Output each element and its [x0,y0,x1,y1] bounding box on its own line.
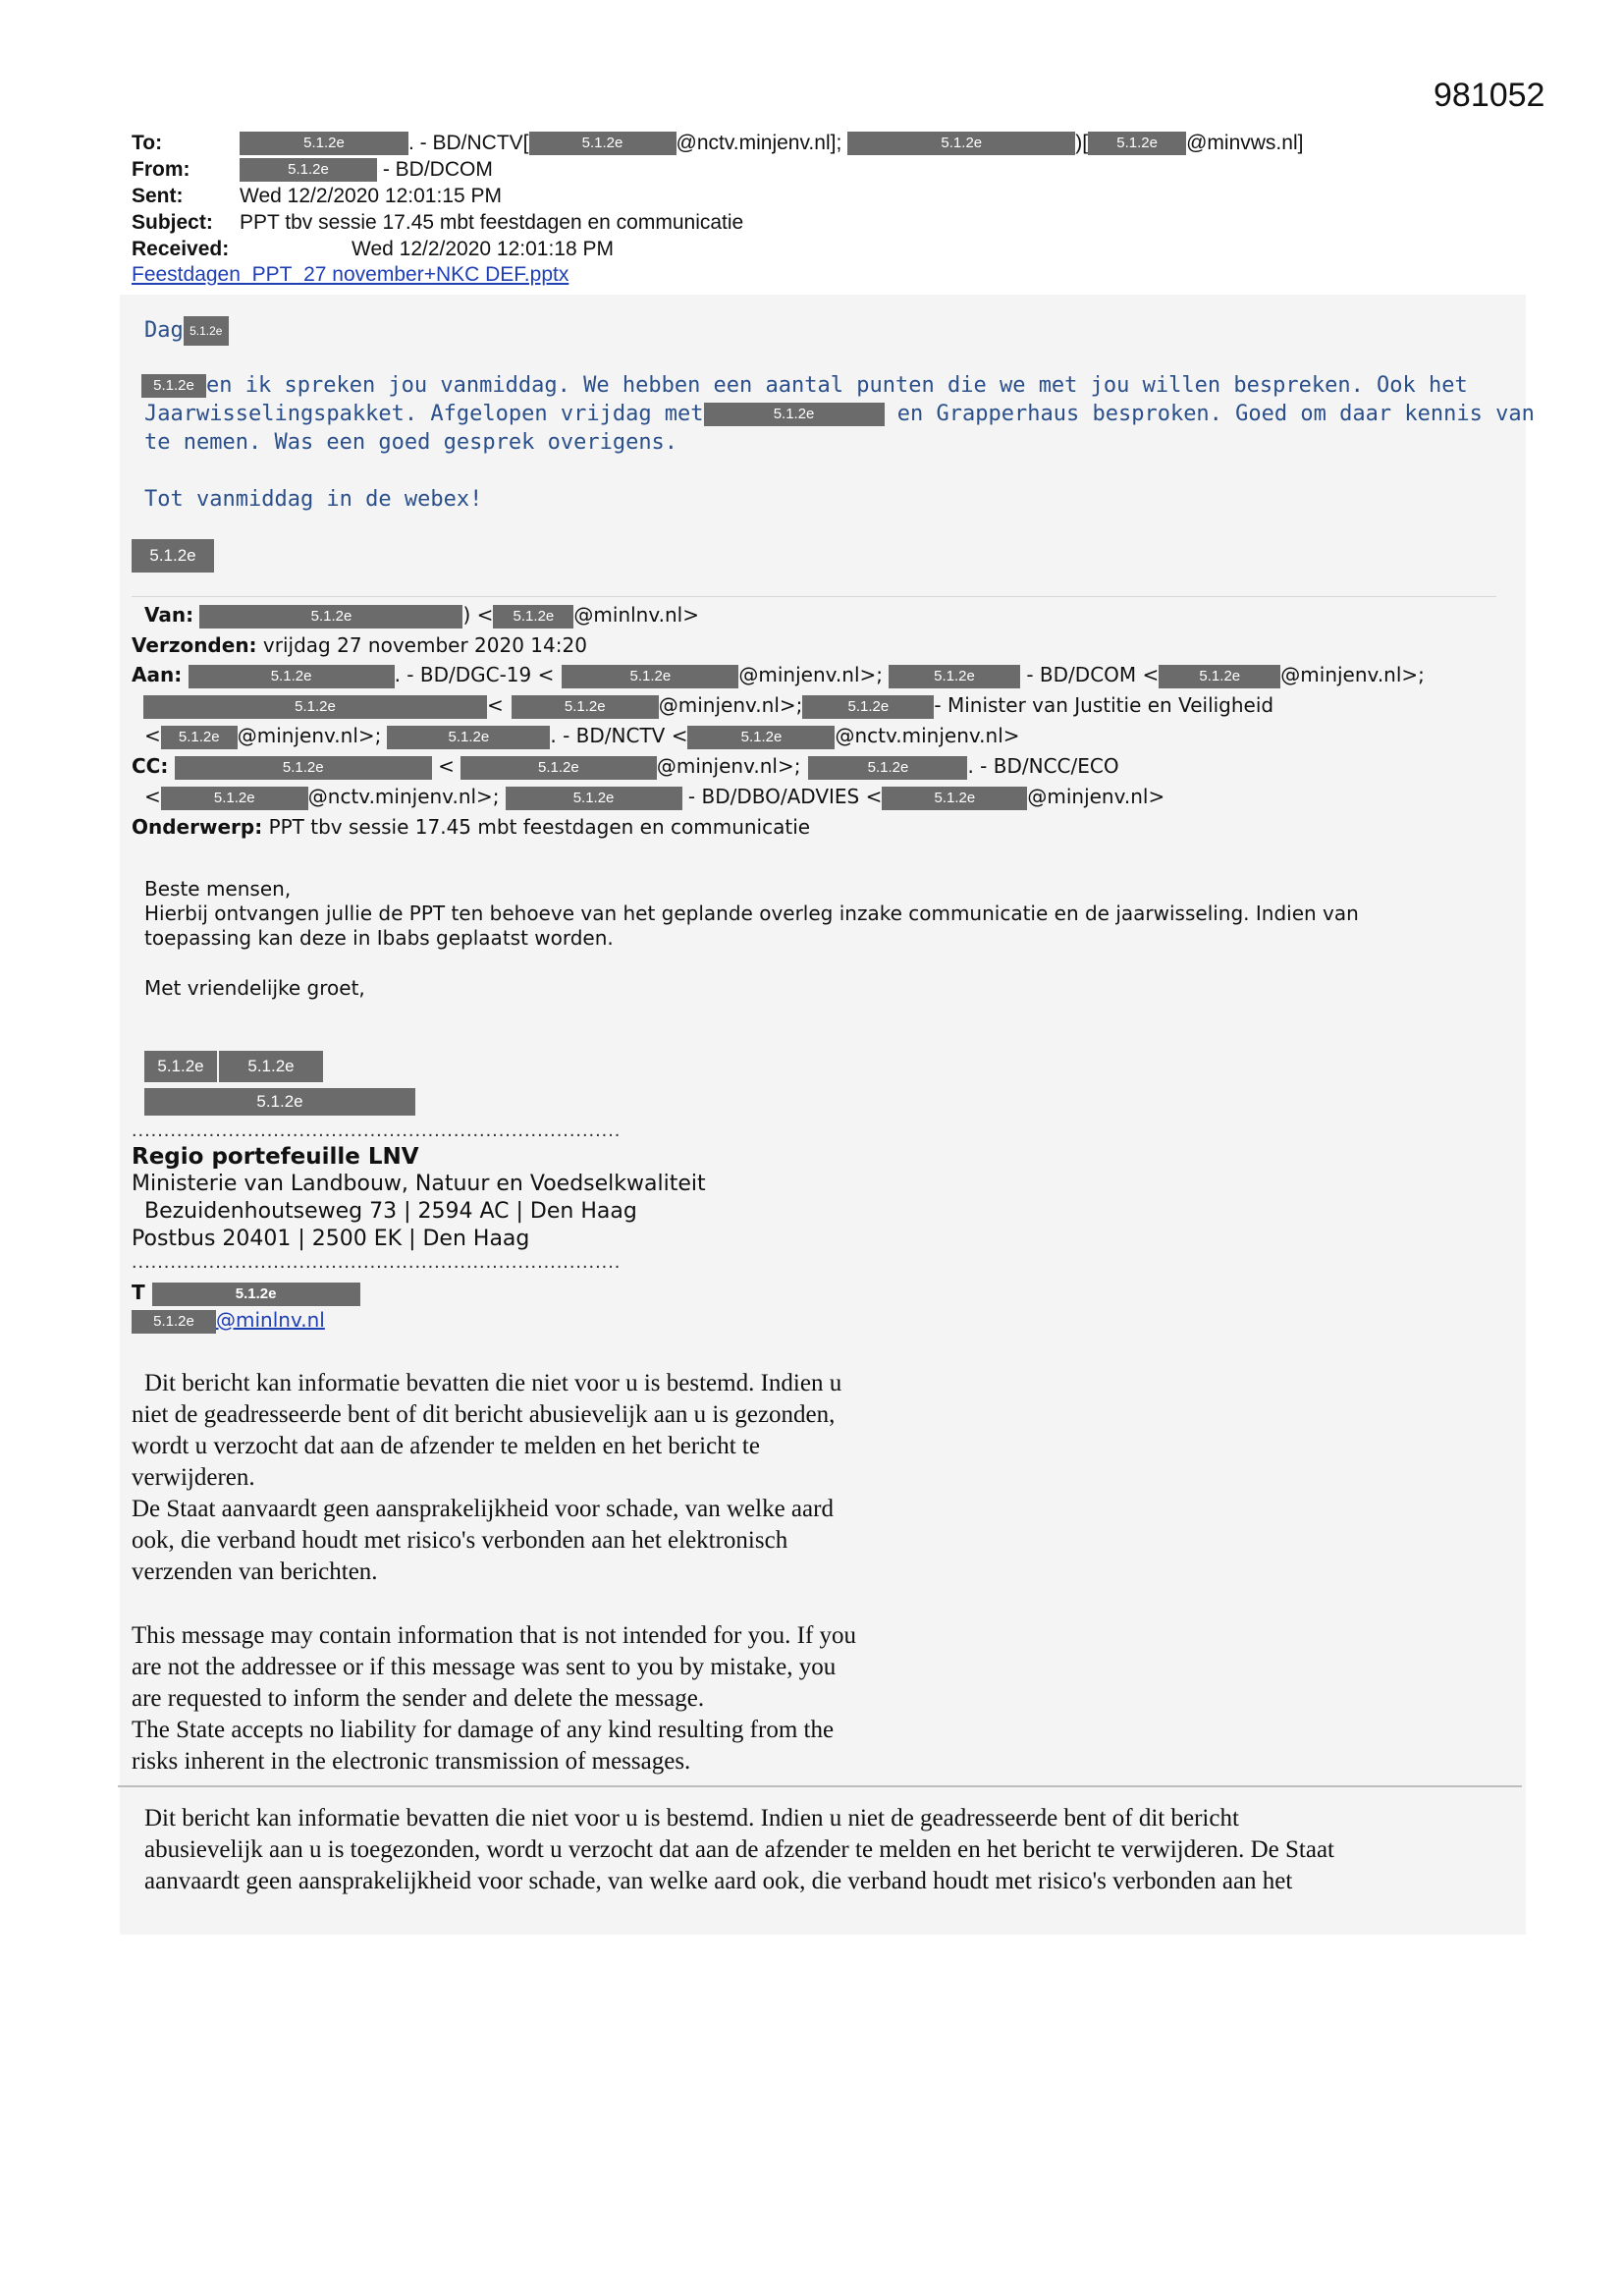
aan-text: - BD/DCOM < [1026,663,1160,686]
received-label: Received: [132,238,230,260]
fwd-verzonden-row [132,630,587,661]
to-label: To: [132,132,163,154]
disclaimer-en-line-2: are not the addressee or if this message was sent to you by mistake, you [132,1654,837,1680]
aan-text: < [487,693,504,717]
attachment-link[interactable]: Feestdagen_PPT_27 november+NKC DEF.pptx [132,263,569,286]
message-line-2: toepassing kan deze in Ibabs geplaatst worden. [144,926,614,950]
redaction: 5.1.2e [808,756,967,780]
header-sent-row [132,183,502,209]
redaction: 5.1.2e [1088,132,1186,155]
redaction: 5.1.2e [529,132,677,155]
fwd-van-row [144,600,699,630]
redaction: 5.1.2e [802,695,934,719]
greeting-text: Dag [144,318,184,343]
to-text: )[ [1075,132,1089,154]
disclaimer-nl-line-5: De Staat aanvaardt geen aansprakelijkheid voor schade, van welke aard [132,1496,834,1522]
van-text: ) < [462,603,494,627]
signature-address: Bezuidenhoutseweg 73 | 2594 AC | Den Haag [144,1199,637,1224]
header-from-row [132,156,493,183]
from-text: - BD/DCOM [382,158,493,181]
disclaimer-nl-line-4: verwijderen. [132,1464,255,1491]
aan-text: @minjenv.nl>; [237,724,382,747]
sent-value: Wed 12/2/2020 12:01:15 PM [240,185,502,207]
header-received-row [132,236,614,262]
disclaimer-nl-line-1: Dit bericht kan informatie bevatten die niet voor u is bestemd. Indien u [144,1370,842,1396]
disclaimer-en-line-4: The State accepts no liability for damage of any kind resulting from the [132,1717,835,1743]
signature-email-row[interactable] [132,1306,325,1334]
van-text: @minlnv.nl> [573,603,699,627]
redaction: 5.1.2e [882,787,1027,810]
redaction: 5.1.2e [1159,665,1280,688]
subject-label: Subject: [132,211,213,234]
message-line-1: Hierbij ontvangen jullie de PPT ten behoeve van het geplande overleg inzake communicatie en de jaarwisseling. Indien van [144,902,1359,925]
disclaimer-en-line-3: are requested to inform the sender and delete the message. [132,1685,705,1712]
cc-text: - BD/DBO/ADVIES < [687,785,883,808]
redaction: 5.1.2e [387,726,550,749]
fwd-cc-row-1 [132,751,1119,782]
fwd-aan-row-3 [144,721,1020,751]
disclaimer-nl-line-6: ook, die verband houdt met risico's verbonden aan het elektronisch [132,1527,788,1554]
message-salutation: Beste mensen, [144,877,292,901]
reply-greeting [144,316,229,346]
to-text: @nctv.minjenv.nl]; [676,132,842,154]
disclaimer-nl-line-3: wordt u verzocht dat aan de afzender te melden en het bericht te [132,1433,760,1459]
redaction: 5.1.2e [175,756,432,780]
to-text: @minvws.nl] [1186,132,1304,154]
redaction: 5.1.2e [460,756,657,780]
redaction: 5.1.2e [161,787,308,810]
verzonden-label: Verzonden: [132,633,257,657]
aan-text: . - BD/NCTV < [550,724,688,747]
from-label: From: [132,158,190,181]
disclaimer-divider [118,1785,1522,1787]
cc-text: . - BD/NCC/ECO [967,754,1119,778]
aan-text: @minjenv.nl>; [1280,663,1425,686]
redaction: 5.1.2e [240,132,408,155]
aan-text: @minjenv.nl>; [658,693,803,717]
sender-name-redaction [144,1051,323,1082]
fwd-aan-row-2 [132,690,1273,721]
aan-text: @nctv.minjenv.nl> [835,724,1020,747]
footer-disclaimer-line-2: abusievelijk aan u is toegezonden, wordt u verzocht dat aan de afzender te melden en het bericht te verwijderen. De Staat [144,1836,1334,1863]
redaction: 5.1.2e [144,1088,415,1116]
cc-label: CC: [132,754,169,778]
reply-text: en ik spreken jou vanmiddag. We hebben een aantal punten die we met jou willen bespreken. Ook het [206,373,1468,398]
disclaimer-en-line-1: This message may contain information that is not intended for you. If you [132,1622,857,1649]
redaction: 5.1.2e [240,158,377,182]
redaction: 5.1.2e [889,665,1020,688]
redaction: 5.1.2e [847,132,1075,155]
redaction: 5.1.2e [506,787,682,810]
document-number: 981052 [1434,77,1545,114]
to-text: . - BD/NCTV[ [408,132,529,154]
header-subject-row [132,209,743,236]
redaction: 5.1.2e [562,665,738,688]
aan-text: . - BD/DGC-19 < [394,663,555,686]
reply-closing: Tot vanmiddag in de webex! [144,487,483,512]
onderwerp-label: Onderwerp: [132,815,263,839]
onderwerp-value: PPT tbv sessie 17.45 mbt feestdagen en communicatie [268,815,811,839]
redaction: 5.1.2e [184,316,229,346]
sender-title-redaction [144,1088,415,1116]
message-closing: Met vriendelijke groet, [144,976,365,1000]
cc-text: < [438,754,455,778]
redaction: 5.1.2e [704,403,885,426]
redaction: 5.1.2e [687,726,835,749]
email-link[interactable]: @minlnv.nl [216,1308,325,1332]
signature-postbus: Postbus 20401 | 2500 EK | Den Haag [132,1227,530,1251]
redaction: 5.1.2e [132,539,214,573]
cc-text: @nctv.minjenv.nl>; [307,785,500,808]
aan-text: @minjenv.nl>; [738,663,883,686]
reply-line-1 [141,371,1468,400]
reply-line-3: te nemen. Was een goed gesprek overigens. [144,430,678,455]
signature-divider-bottom: ............................................................................ [132,1251,622,1273]
signature-phone-row [132,1279,360,1306]
redaction: 5.1.2e [161,726,238,749]
redaction: 5.1.2e [199,605,462,629]
phone-label: T [132,1281,145,1304]
verzonden-value: vrijdag 27 november 2020 14:20 [262,633,587,657]
fwd-aan-row-1 [132,660,1425,690]
redaction: 5.1.2e [219,1051,323,1082]
subject-value: PPT tbv sessie 17.45 mbt feestdagen en communicatie [240,211,744,234]
signature-org-title: Regio portefeuille LNV [132,1144,419,1170]
van-label: Van: [144,603,194,627]
aan-text: - Minister van Justitie en Veiligheid [934,693,1274,717]
reply-text: en Grapperhaus besproken. Goed om daar kennis van [896,402,1535,426]
redaction: 5.1.2e [132,1310,216,1334]
redaction: 5.1.2e [189,665,395,688]
disclaimer-en-line-5: risks inherent in the electronic transmission of messages. [132,1748,691,1775]
footer-disclaimer-line-3: aanvaardt geen aansprakelijkheid voor schade, van welke aard ook, die verband houdt met risico's verbonden aan het [144,1868,1293,1894]
reply-text: Jaarwisselingspakket. Afgelopen vrijdag met [144,402,704,426]
redaction: 5.1.2e [141,374,206,398]
reply-line-2 [144,400,1535,428]
cc-text: < [144,785,161,808]
redaction: 5.1.2e [144,1051,217,1082]
redaction: 5.1.2e [152,1283,360,1306]
reply-signature [132,539,214,573]
aan-label: Aan: [132,663,183,686]
disclaimer-nl-line-7: verzenden van berichten. [132,1558,378,1585]
redaction: 5.1.2e [143,695,487,719]
footer-disclaimer-line-1: Dit bericht kan informatie bevatten die niet voor u is bestemd. Indien u niet de geadresseerde bent of dit bericht [144,1805,1239,1831]
fwd-onderwerp-row [132,812,810,843]
fwd-cc-row-2 [144,782,1164,812]
disclaimer-nl-line-2: niet de geadresseerde bent of dit bericht abusievelijk aan u is gezonden, [132,1401,836,1428]
signature-ministry: Ministerie van Landbouw, Natuur en Voedselkwaliteit [132,1172,706,1196]
redaction: 5.1.2e [493,605,573,629]
received-value: Wed 12/2/2020 12:01:18 PM [352,238,614,260]
redaction: 5.1.2e [512,695,659,719]
signature-divider-top: ............................................................................ [132,1120,622,1141]
header-to-row [132,130,1303,156]
sent-label: Sent: [132,185,184,207]
divider [132,596,1496,597]
cc-text: @minjenv.nl> [1027,785,1165,808]
cc-text: @minjenv.nl>; [656,754,801,778]
aan-text: < [144,724,161,747]
